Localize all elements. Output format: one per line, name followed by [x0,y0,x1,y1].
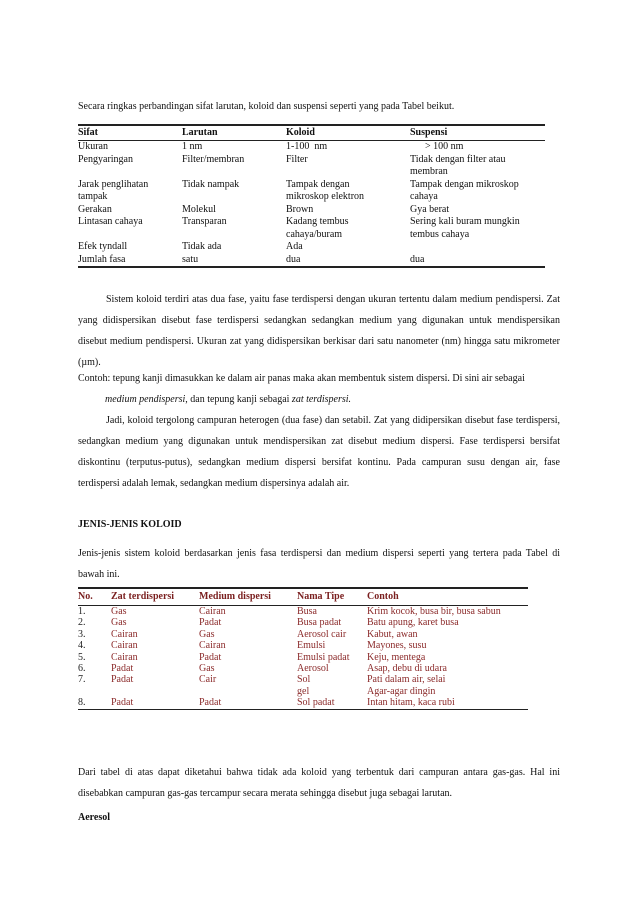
table-cell: tembus cahaya [410,228,470,240]
paragraph-koloid-definition: Sistem koloid terdiri atas dua fase, yaitu fase terdispersi dengan ukuran tertentu dalam medium pendispersi. Zat yang didispersikan disebut fase terdispersi sedangkan sedangkan medium yang digunakan untuk mendispersikan disebut medium pendispersi. Ukuran zat yang didispersikan berkisar dari satu nanometer (nm) hingga satu mikrometer (µm). [78,294,560,368]
section-heading-jenis-koloid: JENIS-JENIS KOLOID [78,519,182,530]
table-cell: 1-100 nm [286,141,328,152]
table-cell: Gas [199,628,215,640]
table-cell: 6. [78,663,86,675]
table-cell [78,686,111,697]
table-cell: Filter [286,153,308,165]
table-cell: Ukuran [78,141,108,152]
table-header-row [78,589,528,605]
table-cell: 1. [78,606,86,617]
table-cell: Cairan [111,651,138,663]
table-row [78,191,545,204]
table-cell [182,191,286,204]
table-cell: Gas [111,617,127,629]
table-body [78,141,545,266]
table-cell [182,166,286,179]
example-connector: , dan tepung kanji sebagai [185,394,292,405]
term-medium-pendispersi: medium pendispersi [105,394,186,405]
table-cell: dua [410,253,425,265]
table-row [78,179,545,192]
table-cell: Intan hitam, kaca rubi [367,697,455,709]
table-cell [410,241,545,254]
table-cell: Tidak dengan filter atau [410,153,506,165]
table-cell: Molekul [182,203,216,215]
table-cell [286,166,410,179]
table-cell: Padat [199,617,222,629]
table-cell: Gerakan [78,203,112,215]
table-cell: Busa [297,606,317,617]
table-cell: Asap, debu di udara [367,663,447,675]
table-cell: 1 nm [182,141,203,152]
table-cell: Pati dalam air, selai [367,674,446,686]
table-cell: Tampak dengan [286,178,350,190]
table-row [78,166,545,179]
table-row [78,697,528,708]
table-cell: 4. [78,640,86,652]
table-cell: mikroskop elektron [286,191,365,202]
table-cell: 5. [78,651,86,663]
paragraph-conclusion: Dari tabel di atas dapat diketahui bahwa tidak ada koloid yang terbentuk dari campuran antara gas-gas. Hal ini disebabkan campuran gas-gas tercampur secara merata sehingga disebut juga sebagai larutan. [78,767,560,799]
comparison-table [78,124,545,268]
table-row [78,216,545,229]
table-bottom-rule [78,266,545,268]
example-continuation [78,389,560,410]
table-bottom-rule [78,709,528,711]
table-cell: Busa padat [297,617,342,629]
table-cell: 7. [78,674,86,686]
table-row [78,663,528,674]
table-cell: Efek tyndall [78,241,128,252]
table-cell: Tampak dengan mikroskop [410,178,519,190]
table-cell: > 100 nm [410,141,464,152]
table-cell: Aerosol [297,663,329,675]
table-cell: cahaya/buram [286,228,343,240]
table-header-row [78,126,545,141]
table-row [78,686,528,697]
table-cell: Jarak penglihatan [78,178,149,190]
table-cell: Cair [199,674,217,686]
table-cell: 2. [78,617,86,629]
table-cell [199,686,297,697]
table-cell: Padat [111,697,134,709]
table-body [78,606,528,709]
table-row [78,241,545,254]
table-cell: Emulsi padat [297,651,350,663]
table-cell: Krim kocok, busa bir, busa sabun [367,606,501,617]
header-cell: Nama Tipe [297,590,345,602]
table-cell: Gya berat [410,203,450,215]
header-cell: Suspensi [410,126,448,138]
header-cell: Zat terdispersi [111,590,175,602]
table-cell: Tidak ada [182,241,222,252]
table-row [78,229,545,242]
table-cell: Kabut, awan [367,628,418,640]
table-cell: Emulsi [297,640,326,652]
table-cell: Gas [111,606,127,617]
header-cell: No. [78,590,93,602]
table-cell: Padat [111,674,134,686]
table-row [78,629,528,640]
table-cell: Filter/membran [182,153,245,165]
intro-text: Secara ringkas perbandingan sifat larutan, koloid dan suspensi seperti yang pada Tabel beikut. [78,101,455,112]
paragraph-heterogen: Jadi, koloid tergolong campuran heterogen (dua fase) dan setabil. Zat yang didipersikan disebut fase terdispersi, sedangkan medium yang digunakan untuk mendispersikan zat disebut medium dispersi. Fase terdispersi bersifat diskontinu (terputus-putus), sedangkan medium dispersi bersifat kontinu. Pada campuran susu dengan air, fase terdispersi adalah lemak, sedangkan medium dispersinya adalah air. [78,415,560,489]
table-cell: Ada [286,241,303,252]
table-cell: Sol [297,674,311,686]
table-cell [78,229,182,242]
koloid-types-table [78,587,528,710]
table-cell: Padat [199,651,222,663]
table-cell: Brown [286,203,314,215]
table-cell: Transparan [182,216,227,227]
table-cell: Sering kali buram mungkin [410,216,520,227]
example-line: Contoh: tepung kanji dimasukkan ke dalam air panas maka akan membentuk sistem dispersi. Di sini air sebagai [78,373,525,384]
table-row [78,640,528,651]
table-cell: Mayones, susu [367,640,427,652]
table-cell: Kadang tembus [286,216,349,227]
table-cell: Sol padat [297,697,335,709]
table-row [78,617,528,628]
table-cell: Cairan [199,606,226,617]
table-cell: Cairan [199,640,226,652]
table-cell: Batu apung, karet busa [367,617,459,629]
table-row [78,141,545,154]
table-cell: Gas [199,663,215,675]
table-cell: Tidak nampak [182,178,240,190]
table-row [78,674,528,685]
table-row [78,204,545,217]
table-cell [78,166,182,179]
term-zat-terdispersi: zat terdispersi. [291,394,351,405]
paragraph-jenis: Jenis-jenis sistem koloid berdasarkan jenis fasa terdispersi dan medium dispersi seperti yang tertera pada Tabel di bawah ini. [78,548,560,580]
header-cell: Larutan [182,126,218,138]
table-cell: gel [297,685,310,697]
table-cell: membran [410,166,448,177]
header-cell: Koloid [286,126,315,138]
table-cell: Pengyaringan [78,153,133,165]
table-cell: Agar-agar dingin [367,685,436,697]
table-cell: Cairan [111,628,138,640]
section-heading-aerosol: Aeresol [78,812,111,823]
table-cell: cahaya [410,191,438,202]
table-cell [182,229,286,242]
table-cell [111,686,199,697]
table-cell: Aerosol cair [297,628,347,640]
table-cell: Lintasan cahaya [78,216,143,227]
table-cell: dua [286,253,301,265]
header-cell: Medium dispersi [199,590,271,602]
example-paragraph [78,368,560,410]
header-cell: Contoh [367,590,399,602]
table-row [78,154,545,167]
table-cell: tampak [78,191,108,202]
table-cell: 8. [78,697,86,709]
header-cell: Sifat [78,126,98,138]
table-cell: Padat [199,697,222,709]
table-cell: Keju, mentega [367,651,426,663]
table-cell: Jumlah fasa [78,253,126,265]
table-cell: satu [182,253,199,265]
table-cell: Cairan [111,640,138,652]
table-row [78,652,528,663]
table-row [78,606,528,617]
table-cell: 3. [78,628,86,640]
table-cell: Padat [111,663,134,675]
table-row [78,254,545,267]
